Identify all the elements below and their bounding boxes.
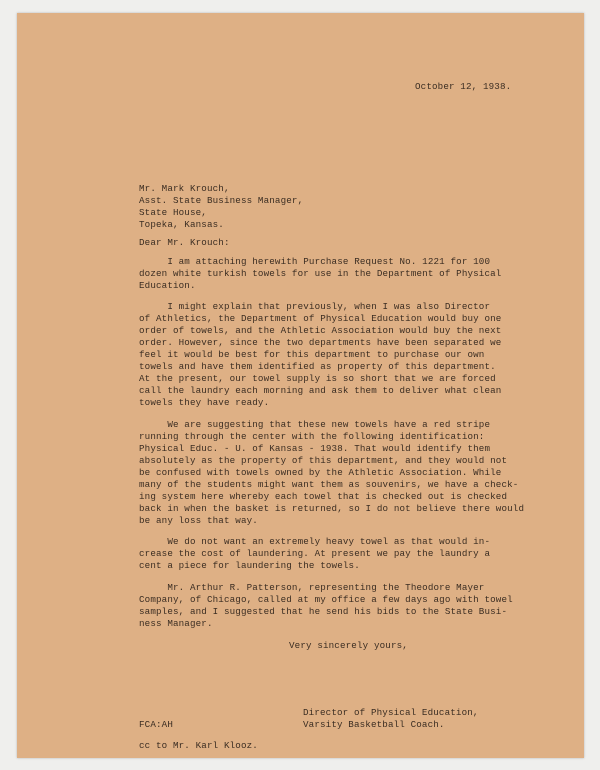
- address-line-name: Mr. Mark Krouch,: [139, 183, 230, 194]
- paragraph-3-line: absolutely as the property of this department, and they would not: [139, 455, 508, 466]
- paragraph-2-line: call the laundry each morning and ask them to deliver what clean: [139, 385, 502, 396]
- address-line-title: Asst. State Business Manager,: [139, 195, 304, 206]
- address-line-building: State House,: [139, 207, 207, 218]
- paragraph-2-line: At the present, our towel supply is so short that we are forced: [139, 373, 496, 384]
- paragraph-5-line: samples, and I suggested that he send his bids to the State Busi-: [139, 606, 508, 617]
- paragraph-5-line: ness Manager.: [139, 618, 213, 629]
- paragraph-4-line: cent a piece for laundering the towels.: [139, 560, 360, 571]
- carbon-copy-line: cc to Mr. Karl Klooz.: [139, 740, 258, 751]
- signature-title-line: Director of Physical Education,: [303, 707, 479, 718]
- letter-date: October 12, 1938.: [415, 81, 512, 92]
- paragraph-4-line: We do not want an extremely heavy towel as that would in-: [139, 536, 491, 547]
- paragraph-2-line: I might explain that previously, when I was also Director: [139, 301, 491, 312]
- paragraph-4-line: crease the cost of laundering. At present we pay the laundry a: [139, 548, 491, 559]
- letter-page: [17, 13, 584, 758]
- paragraph-2-line: order of towels, and the Athletic Association would buy the next: [139, 325, 502, 336]
- paragraph-1-line: I am attaching herewith Purchase Request No. 1221 for 100: [139, 256, 491, 267]
- paragraph-3-line: We are suggesting that these new towels have a red stripe: [139, 419, 491, 430]
- paragraph-3-line: be any loss that way.: [139, 515, 258, 526]
- salutation: Dear Mr. Krouch:: [139, 237, 230, 248]
- paragraph-2-line: feel it would be best for this department to purchase our own: [139, 349, 485, 360]
- address-line-city: Topeka, Kansas.: [139, 219, 224, 230]
- paragraph-2-line: order. However, since the two departments have been separated we: [139, 337, 502, 348]
- paragraph-3-line: many of the students might want them as souvenirs, we have a check-: [139, 479, 519, 490]
- paragraph-5-line: Company, of Chicago, called at my office a few days ago with towel: [139, 594, 513, 605]
- typist-initials: FCA:AH: [139, 719, 173, 730]
- paragraph-3-line: Physical Educ. - U. of Kansas - 1938. That would identify them: [139, 443, 491, 454]
- paragraph-1-line: dozen white turkish towels for use in the Department of Physical: [139, 268, 502, 279]
- paragraph-3-line: be confused with towels owned by the Athletic Association. While: [139, 467, 502, 478]
- paragraph-3-line: ing system here whereby each towel that is checked out is checked: [139, 491, 508, 502]
- paragraph-3-line: back in when the basket is returned, so I do not believe there would: [139, 503, 525, 514]
- paragraph-2-line: towels they have ready.: [139, 397, 270, 408]
- paragraph-1-line: Education.: [139, 280, 196, 291]
- paragraph-5-line: Mr. Arthur R. Patterson, representing the Theodore Mayer: [139, 582, 485, 593]
- paragraph-3-line: running through the center with the following identification:: [139, 431, 485, 442]
- signature-title-line: Varsity Basketball Coach.: [303, 719, 445, 730]
- paragraph-2-line: towels and have them identified as property of this department.: [139, 361, 496, 372]
- paragraph-2-line: of Athletics, the Department of Physical Education would buy one: [139, 313, 502, 324]
- complimentary-closing: Very sincerely yours,: [289, 640, 408, 651]
